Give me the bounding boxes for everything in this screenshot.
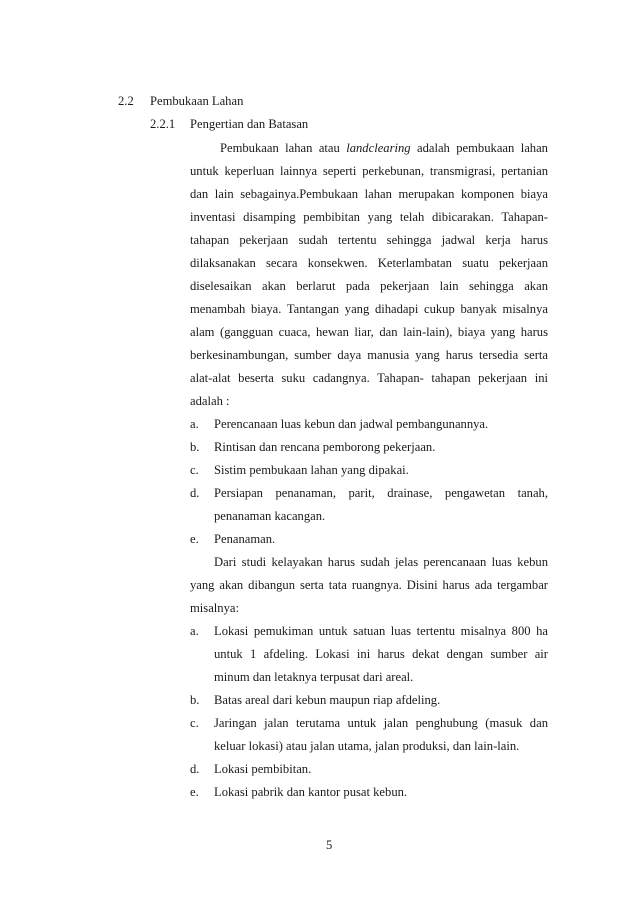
paragraph-line: misalnya: xyxy=(190,601,239,615)
list-item-continuation: minum dan letaknya terpusat dari areal. xyxy=(214,670,414,684)
paragraph-line: menambah biaya. Tantangan yang dihadapi cukup banyak misalnya xyxy=(190,302,548,316)
paragraph-line: adalah : xyxy=(190,394,230,408)
paragraph-1-line-1-pre: Pembukaan lahan atau xyxy=(220,141,340,155)
list-item: Rintisan dan rencana pemborong pekerjaan. xyxy=(214,440,436,454)
list-item-continuation: penanaman kacangan. xyxy=(214,509,326,523)
list-item-continuation: untuk 1 afdeling. Lokasi ini harus dekat dengan sumber air xyxy=(214,647,548,661)
list-item: Batas areal dari kebun maupun riap afdeling. xyxy=(214,693,441,707)
paragraph-line: Dari studi kelayakan harus sudah jelas perencanaan luas kebun xyxy=(214,555,548,569)
list-item-label: c. xyxy=(190,463,199,477)
paragraph-line: dilaksanakan secara konsekwen. Keterlambatan suatu pekerjaan xyxy=(190,256,548,270)
list-item: Perencanaan luas kebun dan jadwal pembangunannya. xyxy=(214,417,489,431)
landclearing-term: landclearing xyxy=(346,141,411,155)
section-number: 2.2 xyxy=(118,94,134,108)
page-number: 5 xyxy=(326,838,333,852)
list-item-label: b. xyxy=(190,440,200,454)
paragraph-line: berkesinambungan, sumber daya manusia yang harus tersedia serta xyxy=(190,348,548,362)
subsection-title: Pengertian dan Batasan xyxy=(190,117,309,131)
paragraph-line: alat-alat beserta suku cadangnya. Tahapan- tahapan pekerjaan ini xyxy=(190,371,548,385)
list-item-continuation: keluar lokasi) atau jalan utama, jalan produksi, dan lain-lain. xyxy=(214,739,520,753)
subsection-number: 2.2.1 xyxy=(150,117,176,131)
paragraph-line: diselesaikan akan berlarut pada pekerjaan lain sehingga akan xyxy=(190,279,548,293)
list-item-label: e. xyxy=(190,532,199,546)
list-item: Lokasi pabrik dan kantor pusat kebun. xyxy=(214,785,408,799)
list-item-label: d. xyxy=(190,762,200,776)
paragraph-line: untuk keperluan lainnya seperti perkebunan, transmigrasi, pertanian xyxy=(190,164,548,178)
list-item-label: a. xyxy=(190,624,199,638)
list-item: Penanaman. xyxy=(214,532,276,546)
section-title: Pembukaan Lahan xyxy=(150,94,244,108)
list-item: Lokasi pemukiman untuk satuan luas tertentu misalnya 800 ha xyxy=(214,624,548,638)
paragraph-line: alam (gangguan cuaca, hewan liar, dan lain-lain), biaya yang harus xyxy=(190,325,548,339)
list-item-label: b. xyxy=(190,693,200,707)
list-item-label: a. xyxy=(190,417,199,431)
list-item: Sistim pembukaan lahan yang dipakai. xyxy=(214,463,409,477)
paragraph-1-line-1-post: adalah pembukaan lahan xyxy=(416,141,548,155)
paragraph-line: yang akan dibangun serta tata ruangnya. Disini harus ada tergambar xyxy=(190,578,548,592)
list-item-label: d. xyxy=(190,486,200,500)
list-item: Lokasi pembibitan. xyxy=(214,762,312,776)
list-item: Persiapan penanaman, parit, drainase, pengawetan tanah, xyxy=(214,486,548,500)
paragraph-line: dan lain sebagainya.Pembukaan lahan merupakan komponen biaya xyxy=(190,187,548,201)
list-item-label: e. xyxy=(190,785,199,799)
paragraph-1-line-1 xyxy=(220,140,548,156)
list-item-label: c. xyxy=(190,716,199,730)
paragraph-line: tahapan pekerjaan sudah tertentu sehingga jadwal kerja harus xyxy=(190,233,548,247)
paragraph-line: inventasi disamping pembibitan yang telah dibicarakan. Tahapan- xyxy=(190,210,548,224)
list-item: Jaringan jalan terutama untuk jalan penghubung (masuk dan xyxy=(214,716,548,730)
